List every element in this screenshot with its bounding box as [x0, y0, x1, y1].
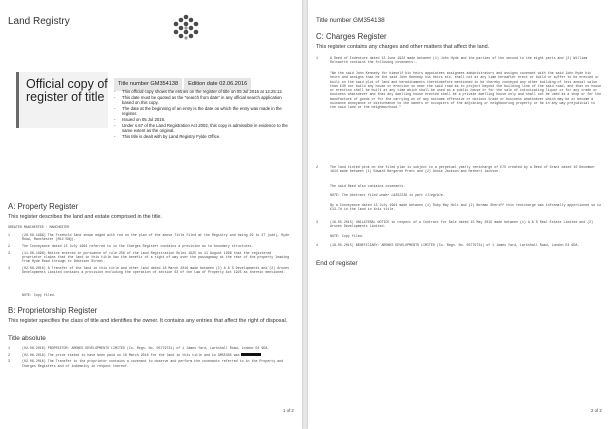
- entry-number: 3: [316, 220, 318, 224]
- entry-text: (02.06.2016) A Transfer of the land in this title and other land dated 18 March 2016 made between (1) A & S Developments and (2) Arones Developments Limited contains a provision excluding the operation of section 62 of the Law of Property Act 1925 as therein mentioned.: [22, 265, 290, 275]
- title-number-badge: Title number GM354138: [114, 78, 182, 91]
- redaction-bar: [241, 353, 261, 356]
- entry-number: 2: [8, 243, 10, 248]
- section-c-description: This register contains any charges and other matters that affect the land.: [316, 44, 490, 50]
- charge-entry-2-note: The said Deed also contains covenants.: [330, 184, 406, 188]
- entry-text: (02.06.2016) PROPRIETOR: ARONES DEVELOPMENTS LIMITED (Co. Regn. No. 05779731) of 1 James Yard, Larkshall Road, London E4 9DA.: [22, 346, 270, 350]
- brand-name: Land Registry: [8, 16, 70, 27]
- entry-number: 2: [8, 352, 10, 357]
- title-class: Title absolute: [8, 335, 46, 342]
- entry-text: (02.06.2016) The Transfer to the proprietor contains a covenant to observe and perform the covenants referred to in the Property and Charges Registers and of indemnity in respect thereof.: [22, 359, 284, 368]
- section-a-note: NOTE: Copy filed.: [22, 293, 56, 297]
- entry-item: [8, 244, 292, 248]
- entry-number: 3: [8, 359, 10, 364]
- note-item: - Under s.67 of the Land Registration Act 2002, this copy is admissible in evidence to the same extent as the original.: [114, 123, 290, 134]
- section-a-entries: [8, 233, 292, 277]
- land-registry-logo-icon: [173, 14, 199, 40]
- entry-item: [8, 251, 292, 264]
- entry-number: 1: [316, 56, 318, 60]
- title-meta: [114, 72, 253, 85]
- entry-number: 4: [8, 265, 10, 270]
- charge-entry-1: A Deed of Indenture dated 13 June 1922 made between (1) John Hyde and the parties of the second to the eight parts and (2) William Holsworth contains the following covenants:-: [330, 56, 588, 65]
- register-page-2: [308, 0, 610, 429]
- note-item: - This official copy shows the entries on the register of title on 05 Jul 2016 at 12:25:12.: [114, 89, 290, 94]
- charge-entry-3-note: NOTE: Copy filed.: [330, 234, 364, 238]
- register-page-1: [0, 0, 302, 429]
- charge-entry-2-apportionment: By a Conveyance dated 13 July 1964 made between (1) Ruby May Holt and (2) Norman Sheriff this rentcharge was informally apportioned so to £13-7d in the land in this title.: [330, 203, 602, 212]
- entry-text: (11.06.1998) Notice entered in pursuance of rule 256 of the Land Registration Rules 1925 on 11 August 1998 that the registered proprietor claims that the land in this title has the benefit of a right of way over the passageway at the rear of the property leading from Hyde Road through to Ibbetson Street.: [22, 250, 290, 264]
- note-item: - The date at the beginning of an entry is the date on which the entry was made in the register.: [114, 106, 290, 117]
- section-a-heading: A: Property Register: [8, 202, 79, 211]
- edition-date-badge: Edition date 02.06.2016: [184, 78, 251, 91]
- charge-entry-1-covenants: "We the said John Kennedy for himself his heirs appointees assignees administrators and assigns covenant with the said John Hyde his heirs and assigns that he the said John Kennedy his heirs etc. shall not at any time hereafter erect or build or suffer to be erected or built on the said plot of land and hereditaments thereinbefore mentioned to be thereby conveyed any other building of less annual value than £40 nor build any house or erection so near the said road as to project beyond the building line of the said road, and that no house or erection shall be built at any time which shall be used as a public house or for the sale of intoxicating liquor or for any trade or business whatsoever and that any dwelling house erected shall be a private dwelling house only and shall not be used as a shop or for the manufacture of goods or for the carrying on of any noisome offensive or noxious trade or business whatsoever which may be or become a nuisance annoyance or disturbance to the owners or occupiers of the adjoining or neighbouring property or be in any way prejudicial to the said land or the neighbourhood.": [330, 71, 602, 110]
- district-line: GREATER MANCHESTER : MANCHESTER: [8, 225, 70, 229]
- note-item: - This date must be quoted as the "search from date" in any official search application based on this copy.: [114, 95, 290, 106]
- entry-text: (02.06.2016) The price stated to have been paid on 18 March 2016 for the land in this title and in GM55385 was: [22, 352, 240, 357]
- entry-text: (29.09.1986) The Freehold land shown edged with red on the plan of the above Title filed at the Registry and being 29 to 37 (odd), Hyde Road, Manchester (M12 5NQ).: [22, 233, 290, 242]
- entry-number: 3: [8, 250, 10, 255]
- entry-number: 1: [8, 346, 10, 350]
- entry-item: [8, 266, 292, 275]
- page-title-number: Title number GM354138: [316, 17, 385, 24]
- section-b-description: This register specifies the class of title and identifies the owner. It contains any entries that affect the right of disposal.: [8, 318, 288, 324]
- charge-entry-2: The land tinted pink on the filed plan is subject to a perpetual yearly rentcharge of £75 created by a Deed of Grant dated 10 December 1914 made between (1) Edward Bergeron Pratt and (2) Annie Jackson and Herbert Jackson.: [330, 165, 596, 174]
- charge-entry-2-abstract-note: NOTE: The Abstract filed under LA352239 is part illegible.: [330, 193, 445, 197]
- entry-number: 4: [316, 243, 318, 247]
- section-a-description: This register describes the land and estate comprised in the title.: [8, 214, 163, 220]
- official-copy-notes: [114, 89, 290, 140]
- entry-number: 1: [8, 233, 10, 237]
- note-item: - Issued on 05 Jul 2016.: [114, 117, 290, 122]
- section-b-heading: B: Proprietorship Register: [8, 306, 98, 315]
- entry-text: The Conveyance dated 13 July 1964 referred to in the Charges Register contains a provision as to boundary structures.: [22, 243, 254, 248]
- entry-item: [8, 346, 292, 350]
- section-b-entries: [8, 346, 292, 370]
- entry-item: [8, 359, 292, 368]
- charge-entry-3: (18.05.2015) UNILATERAL NOTICE in respect of a Contract for Sale dated 15 May 2015 made between (1) A & S Real Estate Limited and (2) Arones Developments Limited.: [330, 220, 594, 229]
- end-of-register: End of register: [316, 260, 358, 267]
- note-item: - This title is dealt with by Land Registry Fylde Office.: [114, 134, 290, 139]
- entry-item: [8, 233, 292, 242]
- entry-item: [8, 353, 292, 357]
- page-number: 1 of 2: [283, 408, 294, 413]
- entry-number: 2: [316, 165, 318, 169]
- official-copy-title: Official copy of register of title: [16, 72, 108, 128]
- page-number: 2 of 2: [591, 408, 602, 413]
- charge-entry-4: (18.05.2015) BENEFICIARY: ARONES DEVELOPMENTS LIMITED (Co. Regn. No. 05779731) of 1 James Yard, Larkshall Road, London E4 9DA.: [330, 243, 580, 247]
- section-c-heading: C: Charges Register: [316, 32, 387, 41]
